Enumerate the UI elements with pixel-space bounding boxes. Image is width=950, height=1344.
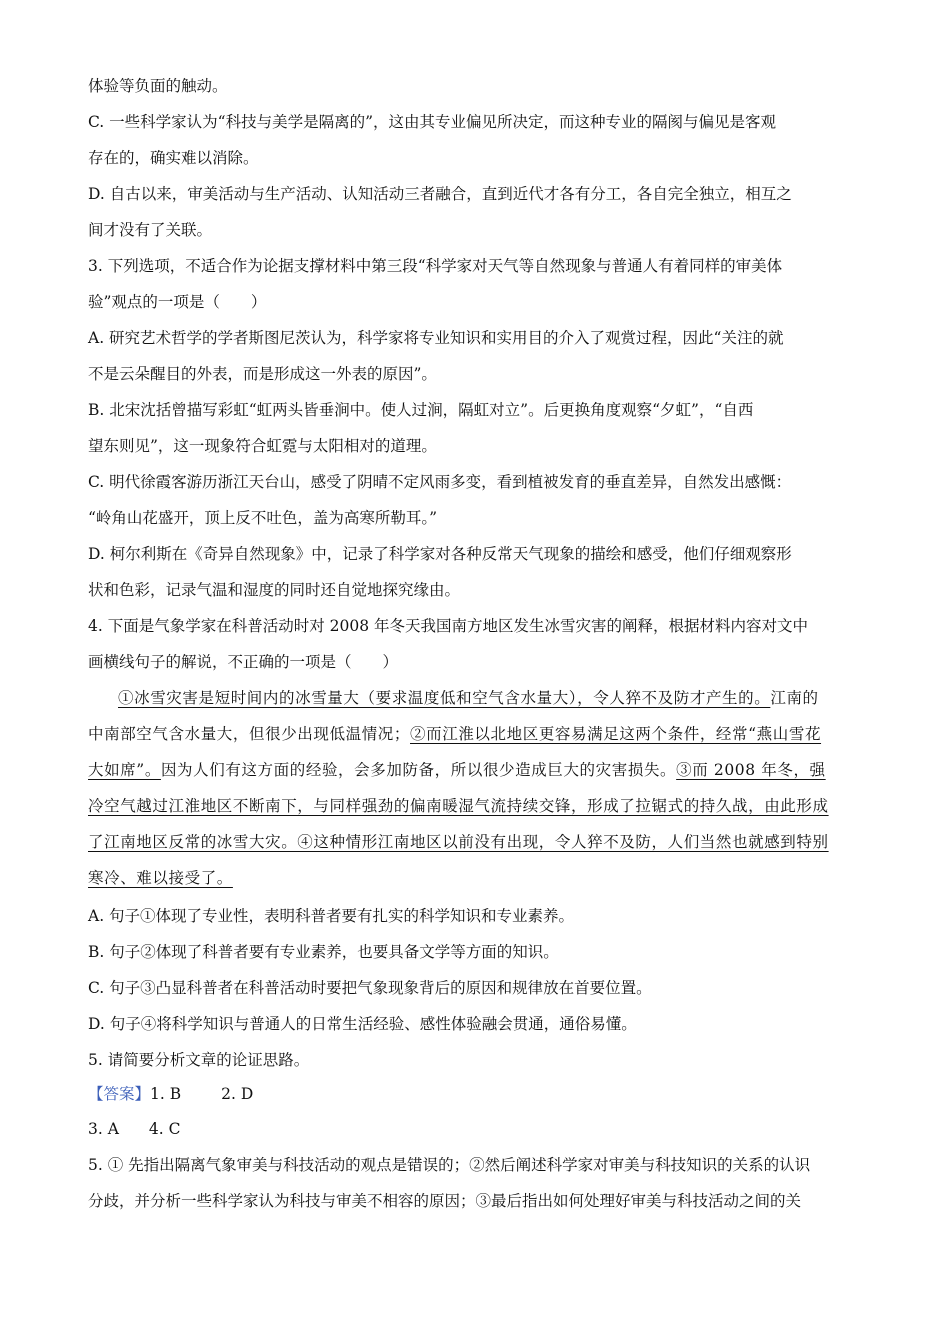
passage-line xyxy=(88,832,868,852)
option-c-q3: C. 明代徐霞客游历浙江天台山，感受了阴晴不定风雨多变，看到植被发育的垂直差异，自然发出感慨： xyxy=(88,473,792,491)
answer-5-line: 分歧，并分析一些科学家认为科技与审美不相容的原因；③最后指出如何处理好审美与科技活动之间的关 xyxy=(88,1192,802,1210)
option-c-q2: C. 一些科学家认为“科技与美学是隔离的”，这由其专业偏见所决定，而这种专业的隔阂与偏见是客观 xyxy=(88,113,777,131)
underlined-sentence: ②而江淮以北地区更容易满足这两个条件，经常“燕山雪花 xyxy=(410,725,822,743)
underlined-sentence: 了江南地区反常的冰雪大灾。④这种情形江南地区以前没有出现，令人猝不及防，人们当然也就感到特别 xyxy=(88,833,829,851)
passage-line xyxy=(88,724,868,744)
passage-line xyxy=(118,688,858,708)
question-4: 4. 下面是气象学家在科普活动时对 2008 年冬天我国南方地区发生冰雪灾害的阐释，根据材料内容对文中 xyxy=(88,617,809,635)
underlined-sentence: ①冰雪灾害是短时间内的冰雪量大（要求温度低和空气含水量大），令人猝不及防才产生的。 xyxy=(118,689,771,707)
passage-text: 江南的 xyxy=(770,689,819,707)
answer-4: 4. C xyxy=(148,1120,181,1138)
text-line: “岭角山花盛开，顶上反不吐色，盖为高寒所勒耳。” xyxy=(88,509,438,527)
answer-3: 3. A xyxy=(88,1120,119,1138)
text-line: 体验等负面的触动。 xyxy=(88,77,228,95)
option-b-q3: B. 北宋沈括曾描写彩虹“虹两头皆垂涧中。使人过涧，隔虹对立”。后更换角度观察“夕虹”，“自西 xyxy=(88,401,754,419)
passage-line xyxy=(88,760,868,780)
question-5: 5. 请简要分析文章的论证思路。 xyxy=(88,1051,310,1069)
underlined-sentence: ③而 2008 年冬，强 xyxy=(676,761,826,779)
answer-row-1 xyxy=(88,1084,868,1104)
answer-row-2 xyxy=(88,1119,868,1139)
option-d-q3: D. 柯尔利斯在《奇异自然现象》中，记录了科学家对各种反常天气现象的描绘和感受，他们仔细观察形 xyxy=(88,545,792,563)
option-c-q4: C. 句子③凸显科普者在科普活动时要把气象现象背后的原因和规律放在首要位置。 xyxy=(88,979,652,997)
option-d-q2: D. 自古以来，审美活动与生产活动、认知活动三者融合，直到近代才各有分工，各自完全独立，相互之 xyxy=(88,185,792,203)
passage-line xyxy=(88,796,868,816)
answer-5-line: 5. ① 先指出隔离气象审美与科技活动的观点是错误的；②然后阐述科学家对审美与科技知识的关系的认识 xyxy=(88,1156,811,1174)
passage-text: 因为人们有这方面的经验，会多加防备，所以很少造成巨大的灾害损失。 xyxy=(160,761,677,779)
answer-2: 2. D xyxy=(221,1085,254,1103)
question-3: 3. 下列选项，不适合作为论据支撑材料中第三段“科学家对天气等自然现象与普通人有着同样的审美体 xyxy=(88,257,783,275)
text-line: 不是云朵醒目的外表，而是形成这一外表的原因”。 xyxy=(88,365,437,383)
option-d-q4: D. 句子④将科学知识与普通人的日常生活经验、感性体验融会贯通，通俗易懂。 xyxy=(88,1015,637,1033)
text-line: 存在的，确实难以消除。 xyxy=(88,149,259,167)
text-line: 验”观点的一项是（ ） xyxy=(88,293,267,311)
text-line: 状和色彩，记录气温和湿度的同时还自觉地探究缘由。 xyxy=(88,581,461,599)
answer-1: 1. B xyxy=(150,1085,182,1103)
option-a-q4: A. 句子①体现了专业性，表明科普者要有扎实的科学知识和专业素养。 xyxy=(88,907,575,925)
text-line: 画横线句子的解说，不正确的一项是（ ） xyxy=(88,653,399,671)
answer-label: 【答案】 xyxy=(88,1085,151,1103)
underlined-sentence: 大如席”。 xyxy=(88,761,161,779)
underlined-sentence: 寒冷、难以接受了。 xyxy=(88,869,233,887)
text-line: 间才没有了关联。 xyxy=(88,221,213,239)
underlined-sentence: 冷空气越过江淮地区不断南下，与同样强劲的偏南暖湿气流持续交锋，形成了拉锯式的持久战，由此形成 xyxy=(88,797,829,815)
passage-text: 中南部空气含水量大，但很少出现低温情况； xyxy=(88,725,411,743)
option-a-q3: A. 研究艺术哲学的学者斯图尼茨认为，科学家将专业知识和实用目的介入了观赏过程，因此“关注的就 xyxy=(88,329,784,347)
passage-line xyxy=(88,868,868,888)
option-b-q4: B. 句子②体现了科普者要有专业素养，也要具备文学等方面的知识。 xyxy=(88,943,559,961)
text-line: 望东则见”，这一现象符合虹霓与太阳相对的道理。 xyxy=(88,437,437,455)
